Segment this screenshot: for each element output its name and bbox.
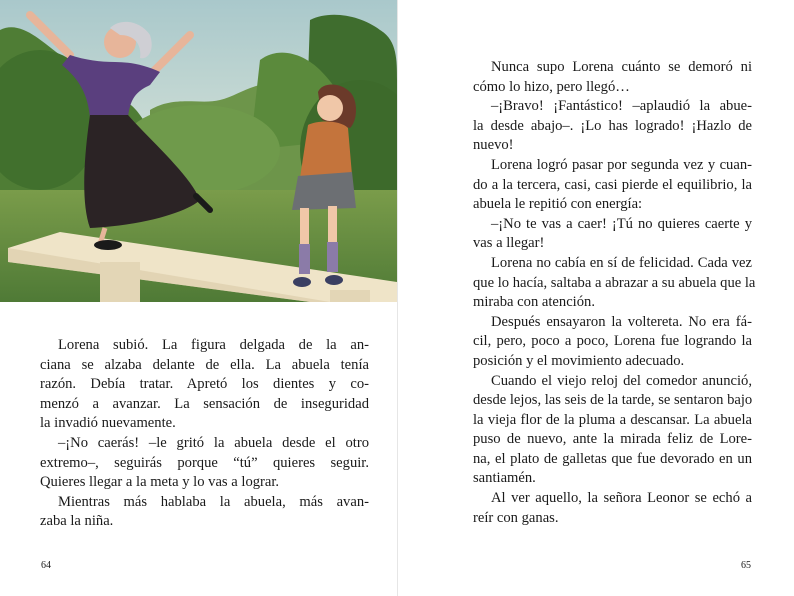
text-line: –¡Bravo! ¡Fantástico! –aplaudió la abue- xyxy=(491,98,752,115)
text-line: que lo hacía, saltaba a abrazar a su abuela que la xyxy=(473,274,756,291)
text-line: la invadió nuevamente. xyxy=(40,415,176,432)
text-line: –¡No caerás! –le gritó la abuela desde el otro xyxy=(58,434,369,451)
text-line: Mientras más hablaba la abuela, más avan- xyxy=(58,493,369,510)
text-line: Quieres llegar a la meta y lo vas a lograr. xyxy=(40,474,280,491)
text-line: la desde abajo–. ¡Lo has logrado! ¡Hazlo de xyxy=(473,117,752,134)
text-line: puso de nuevo, ante la mirada feliz de Lore- xyxy=(473,431,752,448)
text-line: Al ver aquello, la señora Leonor se echó a xyxy=(491,490,752,507)
text-line: zaba la niña. xyxy=(40,513,114,530)
text-line: Lorena subió. La figura delgada de la an- xyxy=(58,337,369,353)
text-line: miraba con atención. xyxy=(473,294,595,311)
text-line: razón. Debía tratar. Apretó los dientes y co- xyxy=(40,376,369,393)
right-page-text xyxy=(473,58,756,528)
text-line: ciana se alzaba delante de ella. La abuela tenía xyxy=(40,356,369,373)
page-number-left: 64 xyxy=(41,560,51,571)
text-line: cil, pero, poco a poco, Lorena fue logrando la xyxy=(473,333,752,350)
text-line: vas a llegar! xyxy=(473,235,545,252)
text-line: santiamén. xyxy=(473,470,536,487)
text-line: menzó a avanzar. La sensación de inseguridad xyxy=(40,395,369,412)
text-line: cómo lo hizo, pero llegó… xyxy=(473,78,630,95)
page-number-right: 65 xyxy=(741,560,751,571)
text-line: Lorena no cabía en sí de felicidad. Cada vez xyxy=(491,254,752,271)
left-page-text xyxy=(40,336,369,532)
text-line: reír con ganas. xyxy=(473,509,559,526)
text-line: Después ensayaron la voltereta. No era fá- xyxy=(491,313,752,330)
book-illustration xyxy=(0,0,397,302)
text-line: Nunca supo Lorena cuánto se demoró ni xyxy=(491,59,752,75)
text-line: la vieja flor de la pluma a descansar. La abuela xyxy=(473,411,752,428)
illustration-artwork xyxy=(0,0,397,302)
text-line: –¡No te vas a caer! ¡Tú no quieres caerte y xyxy=(491,215,752,232)
text-line: Cuando el viejo reloj del comedor anunció, xyxy=(491,372,752,389)
text-line: na, el plato de galletas que fue devorado en un xyxy=(473,450,752,467)
text-line: nuevo! xyxy=(473,137,514,154)
text-line: do a la tercera, casi, casi pierde el equilibrio, la xyxy=(473,176,752,193)
text-line: abuela le repitió con energía: xyxy=(473,196,643,213)
text-line: extremo–, seguirás porque “tú” quieres seguir. xyxy=(40,454,369,471)
text-line: Lorena logró pasar por segunda vez y cuan- xyxy=(491,156,752,173)
text-line: posición y el movimiento adecuado. xyxy=(473,352,685,369)
text-line: desde lejos, las seis de la tarde, se sentaron bajo xyxy=(473,392,753,409)
